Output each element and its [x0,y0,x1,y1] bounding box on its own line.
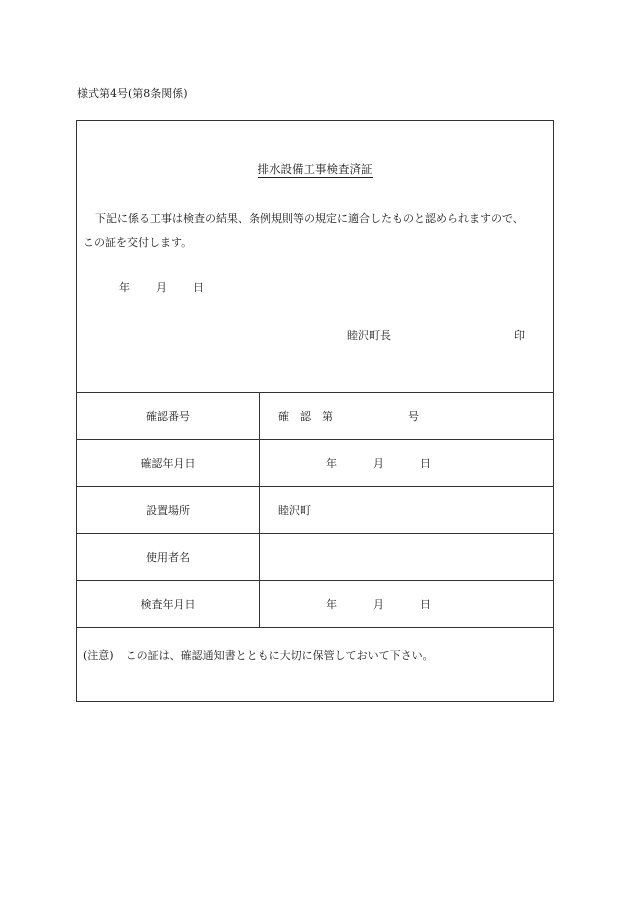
table-row [77,393,554,440]
issue-date-day: 日 [193,281,204,294]
table-row [77,487,554,534]
seal-mark: 印 [514,329,525,342]
confirmation-date-label: 確認年月日 [77,440,260,487]
installation-place-value: 睦沢町 [260,487,554,534]
confirmation-date-value [260,440,554,487]
issue-date-year: 年 [119,281,130,294]
confirmation-date-day: 日 [420,457,431,470]
confirmation-number-part-3: 第 [322,410,333,423]
confirmation-number-value [260,393,554,440]
table-row [77,440,554,487]
note-text: この証は、確認通知書とともに大切に保管しておいて下さい。 [125,649,434,662]
confirmation-number-label: 確認番号 [77,393,260,440]
confirmation-number-part-1: 確 [278,410,289,423]
inspection-date-year: 年 [326,598,337,611]
issue-date-month: 月 [156,281,167,294]
details-table [76,392,554,628]
confirmation-date-month: 月 [373,457,384,470]
table-row [77,581,554,628]
body-line-1: 下記に係る工事は検査の結果、条例規則等の規定に適合したものと認められますので、 [95,212,524,225]
user-name-label: 使用者名 [77,534,260,581]
note [83,647,434,663]
inspection-date-day: 日 [420,598,431,611]
user-name-value [260,534,554,581]
note-prefix: (注意) [83,649,114,662]
inspection-date-month: 月 [373,598,384,611]
confirmation-number-part-4: 号 [408,410,419,423]
certificate-body [83,207,549,255]
installation-place-label: 設置場所 [77,487,260,534]
certificate-title-text: 排水設備工事検査済証 [257,162,373,176]
certificate-frame [76,120,554,702]
issuer-name: 睦沢町長 [347,329,391,342]
table-row [77,534,554,581]
inspection-date-label: 検査年月日 [77,581,260,628]
confirmation-number-part-2: 認 [300,410,311,423]
certificate-title [77,161,553,177]
issue-date [119,279,204,295]
body-line-2: この証を交付します。 [83,236,193,249]
form-number-label: 様式第4号(第8条関係) [77,87,188,100]
inspection-date-value [260,581,554,628]
confirmation-date-year: 年 [326,457,337,470]
